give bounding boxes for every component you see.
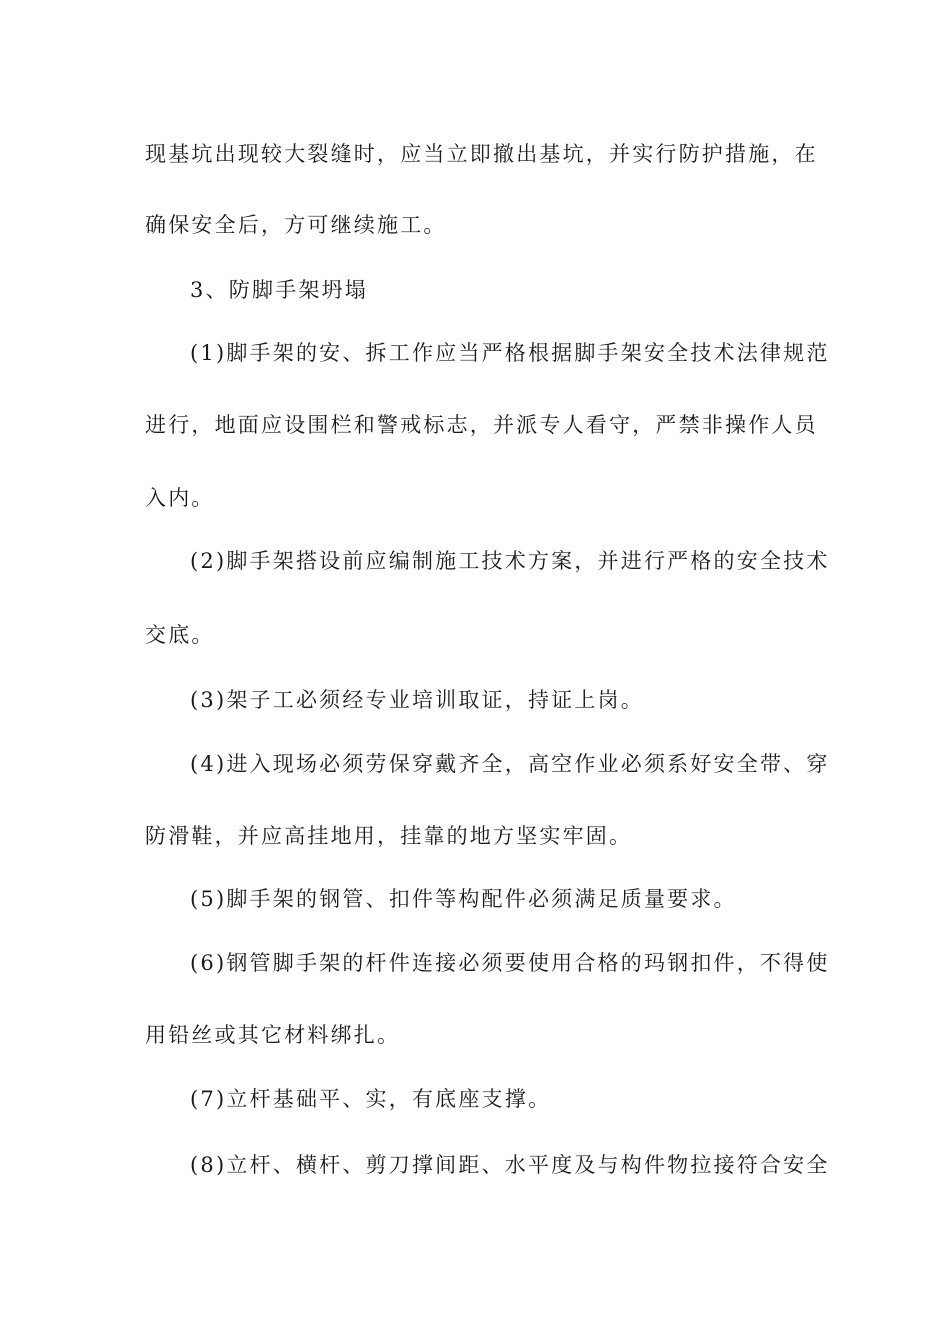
text-line: (4)进入现场必须劳保穿戴齐全，高空作业必须系好安全带、穿 [190,752,830,776]
section-heading: 3、防脚手架坍塌 [190,278,368,302]
text-line: (3)架子工必须经专业培训取证，持证上岗。 [190,688,644,712]
text-line: 防滑鞋，并应高挂地用，挂靠的地方坚实牢固。 [145,824,633,848]
text-line: (2)脚手架搭设前应编制施工技术方案，并进行严格的安全技术 [190,549,830,573]
text-line: (8)立杆、横杆、剪刀撑间距、水平度及与构件物拉接符合安全 [190,1153,830,1177]
text-line: 交底。 [145,623,215,647]
text-line: 入内。 [145,486,215,510]
text-line: 用铅丝或其它材料绑扎。 [145,1023,401,1047]
text-line: 确保安全后，方可继续施工。 [145,213,447,237]
text-line: 现基坑出现较大裂缝时，应当立即撤出基坑，并实行防护措施，在 [145,142,818,166]
text-line: (5)脚手架的钢管、扣件等构配件必须满足质量要求。 [190,887,737,911]
text-line: (6)钢管脚手架的杆件连接必须要使用合格的玛钢扣件，不得使 [190,951,830,975]
text-line: (7)立杆基础平、实，有底座支撑。 [190,1087,552,1111]
text-line: (1)脚手架的安、拆工作应当严格根据脚手架安全技术法律规范 [190,341,830,365]
text-line: 进行，地面应设围栏和警戒标志，并派专人看守，严禁非操作人员 [145,413,818,437]
